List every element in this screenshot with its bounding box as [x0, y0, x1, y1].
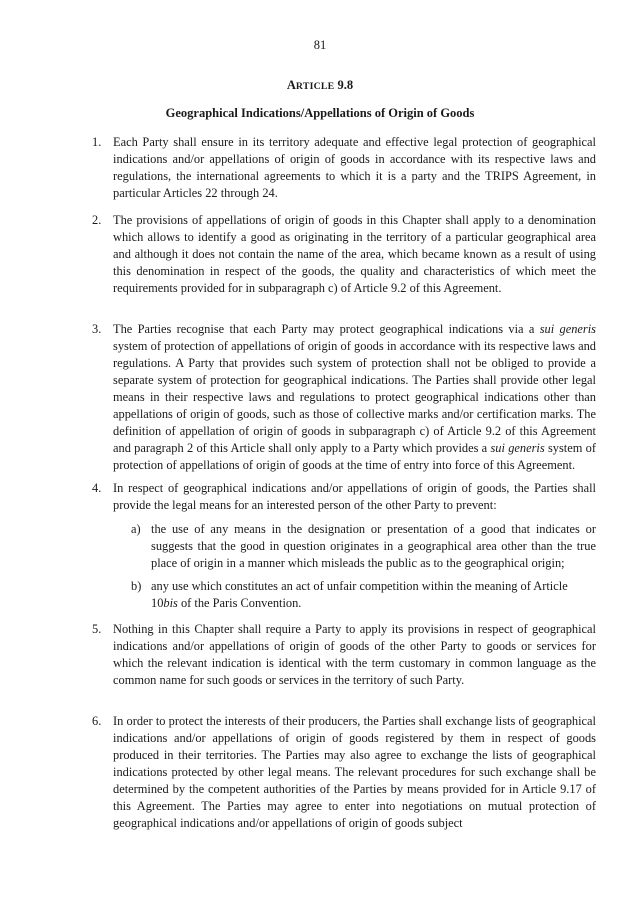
paragraph-1: [92, 134, 596, 202]
paragraph-text: Each Party shall ensure in its territory adequate and effective legal protection of geographical indications and/or appellations of origin of goods in accordance with its respective laws and regulations, the international agreements to which it is a party and the TRIPS Agreement, in particular Articles 22 through 24.: [113, 135, 596, 200]
text-segment: The Parties recognise that each Party may protect geographical indications via a: [113, 322, 540, 336]
italic-term: sui generis: [490, 441, 545, 455]
paragraph-text: [113, 321, 596, 474]
subparagraph-text: [151, 578, 596, 612]
subparagraph-b: [131, 578, 596, 612]
subparagraph-label: b): [131, 579, 142, 593]
paragraph-text: In order to protect the interests of their producers, the Parties shall exchange lists of geographical indications and/or appellations of origin of goods registered by them in respect of goods produced in their territories. The Parties may also agree to exchange the lists of geographical indications protected by other legal means. The relevant procedures for such exchange shall be determined by the competent authorities of the Parties by means provided for in Article 9.17 of this Agreement. The Parties may agree to enter into negotiations on mutual protection of geographical indications and/or appellations of origin of goods subject: [113, 714, 596, 830]
italic-term: bis: [163, 596, 178, 610]
subparagraph-a: [131, 521, 596, 572]
text-segment: any use which constitutes an act of unfair competition within the meaning of Article: [151, 579, 568, 593]
paragraph-2: [92, 212, 596, 297]
paragraph-text: In respect of geographical indications and/or appellations of origin of goods, the Parties shall provide the legal means for an interested person of the other Party to prevent:: [113, 481, 596, 512]
subparagraph-text: the use of any means in the designation or presentation of a good that indicates or suggests that the good in question originates in a geographical area other than the true place of origin in a manner which misleads the public as to the geographical origin;: [151, 522, 596, 570]
article-heading-first-letter: A: [286, 78, 296, 92]
paragraph-text: Nothing in this Chapter shall require a Party to apply its provisions in respect of geographical indications and/or appellations of origin of goods of the other Party to goods or services for which the relevant indication is identical with the term customary in common language as the common name for such goods or services in the territory of such Party.: [113, 622, 596, 687]
text-segment: system of protection of appellations of origin of goods in accordance with its respective laws and regulations. A Party that provides such system of protection shall not be obliged to provide a separate system of protection for geographical indications. The Parties shall provide other legal means in their respective laws and regulations to protect geographical indications other than appellations of origin of goods, such as those of collective marks and/or certification marks. The definition of appellation of origin of goods in subparagraph c) of Article 9.2 of this Agreement and paragraph 2 of this Article shall only apply to a Party which provides a: [113, 339, 596, 455]
paragraph-5: [92, 621, 596, 689]
text-segment: system of protection of appellations of origin of goods at the time of entry into force of this Agreement.: [113, 441, 596, 472]
paragraph-number: 3.: [92, 322, 102, 336]
article-heading: [0, 77, 640, 95]
article-heading-rest: RTICLE: [295, 81, 335, 92]
paragraph-4: [92, 480, 596, 514]
paragraph-number: 1.: [92, 135, 102, 149]
paragraph-text: The provisions of appellations of origin of goods in this Chapter shall apply to a denomination which allows to identify a good as originating in the territory of a particular geographical area and although it does not contain the name of the area, which became known as a result of using this denomination in respect of the goods, the quality and characteristics of which meet the requirements provided for in subparagraph c) of Article 9.2 of this Agreement.: [113, 213, 596, 295]
article-title: Geographical Indications/Appellations of Origin of Goods: [165, 106, 475, 120]
text-segment: 10: [151, 596, 164, 610]
paragraph-6: [92, 713, 596, 832]
text-segment: of the Paris Convention.: [177, 596, 302, 610]
paragraph-number: 4.: [92, 481, 102, 495]
paragraph-3: [92, 321, 596, 474]
paragraph-number: 6.: [92, 714, 102, 728]
article-number: 9.8: [337, 78, 354, 92]
italic-term: sui generis: [539, 322, 596, 336]
page-number: 81: [313, 38, 327, 52]
paragraph-number: 2.: [92, 213, 102, 227]
paragraph-number: 5.: [92, 622, 102, 636]
subparagraph-label: a): [131, 522, 141, 536]
